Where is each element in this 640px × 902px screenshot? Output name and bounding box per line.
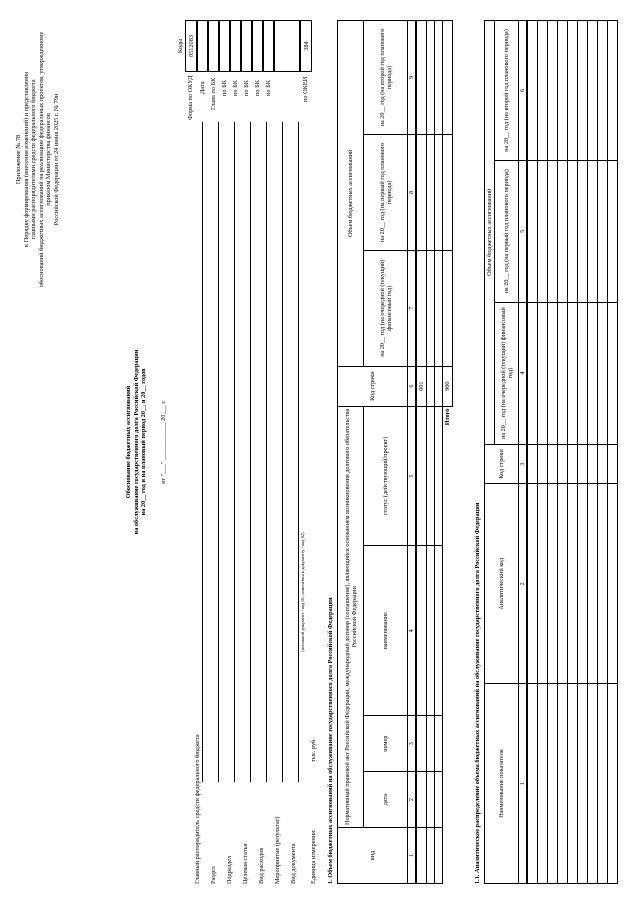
col-num: 6 <box>408 366 417 406</box>
code-label: по БК <box>265 80 272 96</box>
col-y3: на 20__ год (на второй год планового периода) <box>364 21 408 135</box>
col-name: Наименование показателя <box>485 684 519 884</box>
codes-header: Коды <box>176 38 184 54</box>
field-label: Раздел <box>210 866 217 884</box>
table-row <box>557 21 567 884</box>
field-label: Подраздел <box>226 855 233 884</box>
col-y2: на 20__ год (на первый год планового периода) <box>364 134 408 250</box>
date-line: от "___" ____________ 20___ г. <box>160 400 167 484</box>
col-y1: на 20__ год (на очередной (текущий) финансовый год) <box>364 250 408 366</box>
field-label: Главный распорядитель средств федерального бюджета <box>194 734 201 884</box>
col-num: 9 <box>408 21 417 135</box>
col-analytic: Аналитический код <box>485 484 519 684</box>
col-num: 1 <box>519 684 528 884</box>
field-label: Мероприятие (результат) <box>274 816 281 884</box>
code-cell <box>274 20 300 72</box>
col-num: 1 <box>408 828 417 884</box>
code-cell <box>241 20 252 72</box>
col-num: 2 <box>519 484 528 684</box>
appendix-block <box>15 17 60 302</box>
table-row <box>567 21 577 884</box>
section11-table <box>484 20 618 884</box>
form-label: Форма по ОКУД <box>187 75 194 120</box>
table-row <box>416 21 426 884</box>
col-num: 4 <box>519 302 528 444</box>
section1-table <box>337 20 453 884</box>
col-code: Код строки <box>485 444 519 484</box>
appendix-line: обоснований бюджетных ассигнований на реализацию федеральных проектов, утвержденному <box>37 31 45 288</box>
col-num: 5 <box>519 160 528 302</box>
total-label: Итого <box>443 408 451 426</box>
code-label: Глава по БК <box>210 77 217 110</box>
table-row <box>537 21 547 884</box>
code-cell <box>208 20 219 72</box>
col-vid: вид <box>338 828 408 884</box>
code-cell <box>263 20 274 72</box>
col-num: 5 <box>408 406 417 546</box>
code-cell <box>230 20 241 72</box>
okei-code: 384 <box>300 20 312 72</box>
appendix-title: Приложение № 78 <box>15 134 22 185</box>
col-num: 7 <box>408 250 417 366</box>
table-row <box>607 21 617 884</box>
col-num: 3 <box>519 444 528 484</box>
code-label: по БК <box>221 80 228 96</box>
total-row <box>442 21 452 884</box>
col-y1: на 20__ год (на очередной (текущий) финансовый год) <box>495 302 519 444</box>
code-label: по БК <box>232 80 239 96</box>
npa-group-header: Нормативный правовой акт Российской Федерации, международный договор (соглашение), являющийся основанием возникновения долгового обязательства Российской Федерации <box>338 406 364 827</box>
doc-type-hint: (основной документ - код 01; изменения к документу - код 02) <box>300 532 305 652</box>
table-row <box>434 21 442 884</box>
code-cell <box>219 20 230 72</box>
volume-header: Объем бюджетных ассигнований <box>338 21 364 367</box>
col-code: Код строки <box>338 366 408 406</box>
table-row <box>597 21 607 884</box>
document-title: Обоснование бюджетных ассигнований на обслуживание государственного долга Российской Федерации на 20__ год и на плановый период 20__ и 20__ годов <box>125 349 147 535</box>
code-label: по БК <box>254 80 261 96</box>
col-num: 6 <box>519 21 528 161</box>
table-row <box>527 21 537 884</box>
unit-label: Единица измерения: <box>310 829 317 884</box>
appendix-line: приказом Министерства финансов <box>45 113 52 206</box>
col-num: 8 <box>408 134 417 250</box>
field-label: Целевая статья <box>242 843 249 884</box>
col-num: 2 <box>408 772 417 828</box>
field-label: Вид расходов <box>258 847 265 884</box>
code-cell <box>252 20 263 72</box>
col-naim: наименование <box>364 546 408 716</box>
table-row <box>577 21 587 884</box>
field-label: Вид документа <box>290 843 297 884</box>
col-num: 4 <box>408 546 417 716</box>
appendix-line: главными распорядителями средств федерального бюджета <box>30 79 37 240</box>
code-label: по БК <box>243 80 250 96</box>
code-label: Дата <box>199 81 206 94</box>
col-y3: на 20__ год (на второй год планового периода) <box>495 21 519 161</box>
table-row <box>547 21 557 884</box>
col-num: 3 <box>408 716 417 772</box>
col-data: дата <box>364 772 408 828</box>
section1-title: 1. Объем бюджетных ассигнований на обслуживание государственного долга Российской Федерации <box>327 597 334 884</box>
row-code: 001 <box>416 366 426 406</box>
col-nomer: номер <box>364 716 408 772</box>
unit-value: тыс. руб. <box>310 738 317 762</box>
code-cell <box>197 20 208 72</box>
okei-label: по ОКЕИ <box>302 76 309 102</box>
section11-title: 1.1. Аналитическое распределение объема бюджетных ассигнований на обслуживание государственного долга Российской Федерации <box>474 502 481 884</box>
total-code: 900 <box>442 366 452 406</box>
table-row <box>587 21 597 884</box>
form-code: 0512083 <box>185 20 197 72</box>
appendix-line: Российской Федерации от 24 июня 2025 г. № 79н <box>52 93 60 226</box>
volume-header: Объем бюджетных ассигнований <box>485 21 495 445</box>
col-status: статус (действующий/проект) <box>364 406 408 546</box>
table-row <box>426 21 434 884</box>
col-y2: на 20__ год (на первый год планового периода) <box>495 160 519 302</box>
appendix-line: к Порядку формирования (внесения изменений) и представления <box>22 71 30 248</box>
